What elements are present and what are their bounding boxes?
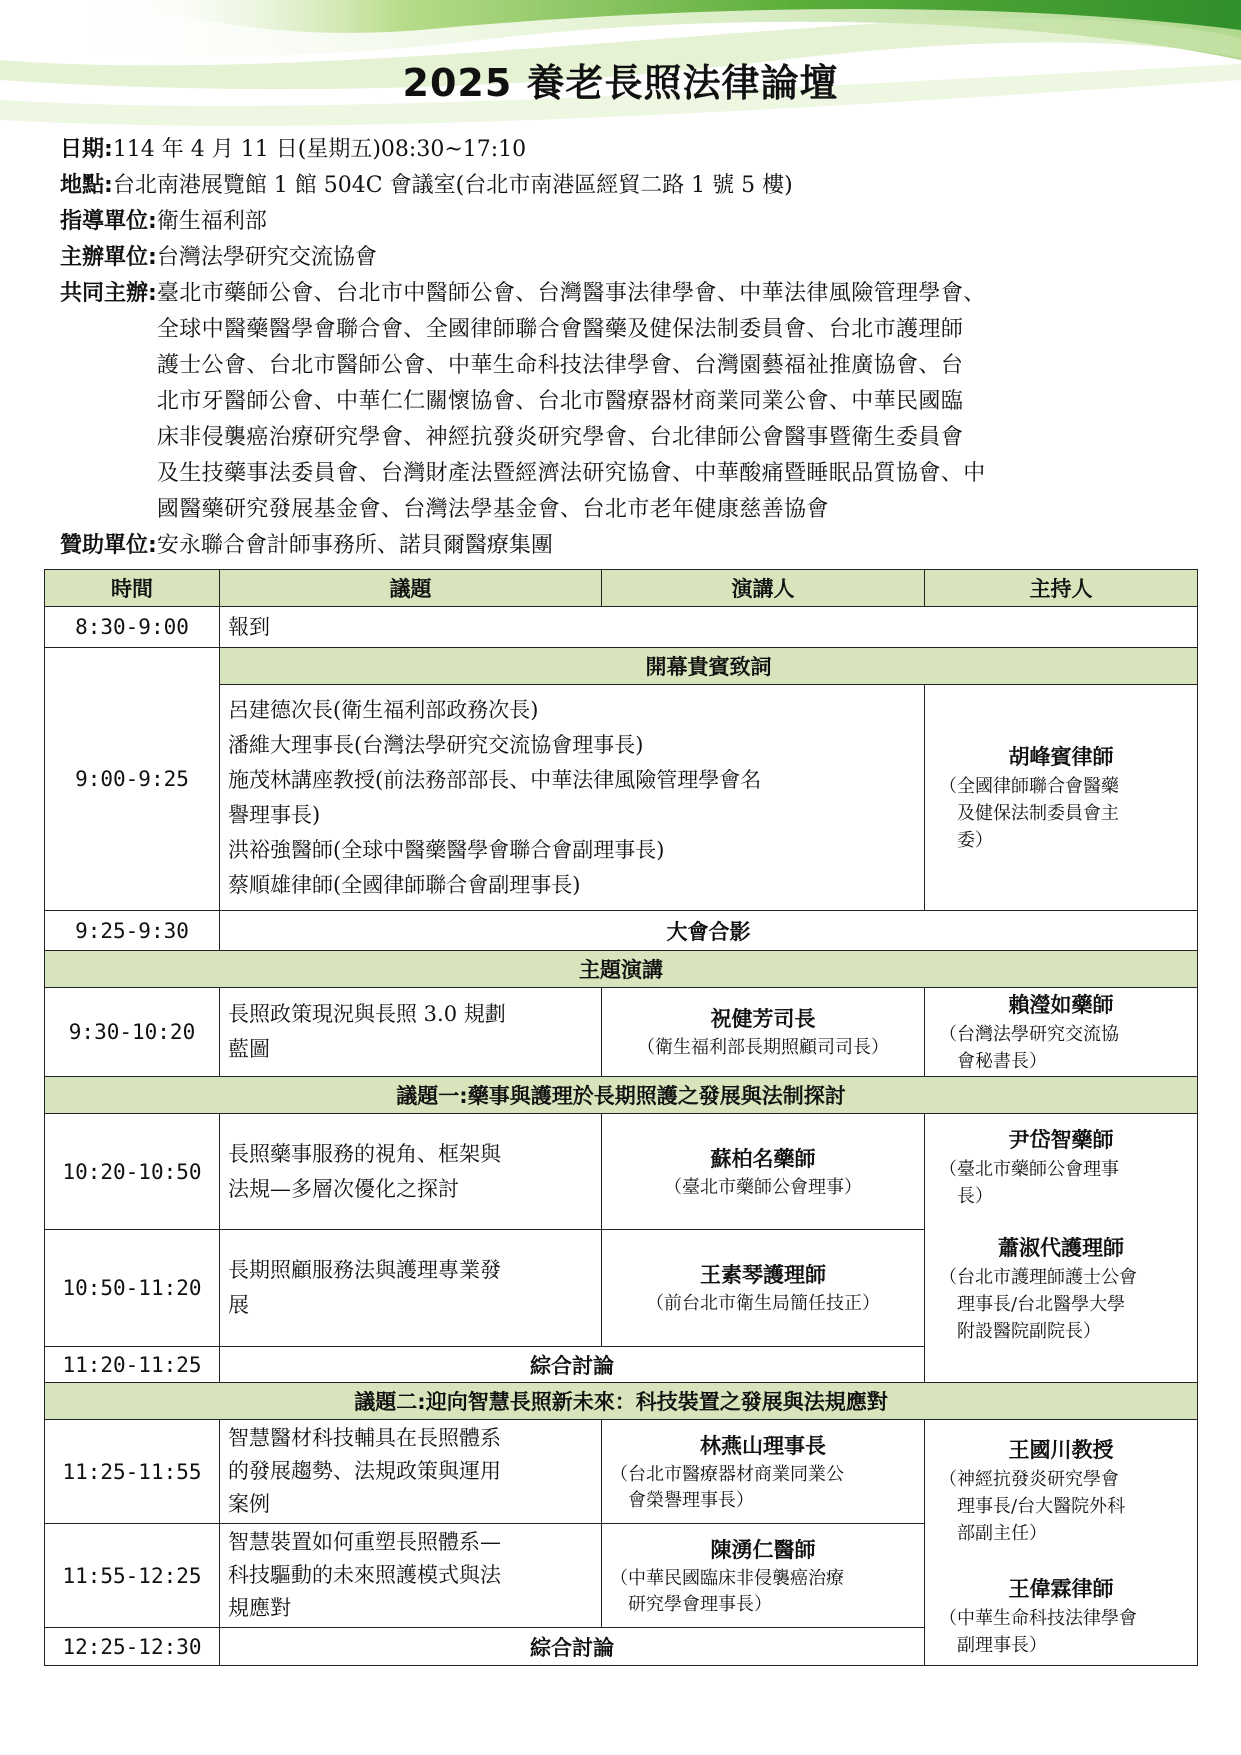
speaker-affiliation: 研究學會理事長）	[628, 1593, 772, 1615]
host-cell	[925, 685, 1198, 911]
co-host-text: 國醫藥研究發展基金會、台灣法學基金會、台北市老年健康慈善協會	[156, 497, 829, 522]
topic-text: 長照藥事服務的視角、框架與	[228, 1141, 501, 1166]
host-affiliation: 會秘書長）	[957, 1051, 1047, 1072]
sponsor-line	[60, 528, 1190, 564]
section-row	[45, 951, 1198, 988]
host-name: 胡峰賓律師	[1008, 745, 1114, 769]
guide-label: 指導單位:	[60, 209, 157, 234]
co-host-label: 共同主辦:	[60, 281, 157, 306]
time-cell: 9:30-10:20	[45, 988, 220, 1077]
co-host-text: 全球中醫藥醫學會聯合會、全國律師聯合會醫藥及健保法制委員會、台北市護理師	[156, 317, 964, 342]
opening-speaker: 施茂林講座教授(前法務部部長、中華法律風險管理學會名	[228, 767, 762, 792]
section-title: 開幕貴賓致詞	[220, 648, 1198, 685]
header-topic: 議題	[220, 570, 602, 607]
topic-cell: 報到	[220, 607, 1198, 648]
speaker-name: 蘇柏名藥師	[710, 1146, 816, 1171]
co-host-text: 護士公會、台北市醫師公會、中華生命科技法律學會、台灣園藝福祉推廣協會、台	[156, 353, 964, 378]
topic-cell: 綜合討論	[220, 1628, 925, 1666]
speaker-name: 祝健芳司長	[710, 1007, 816, 1031]
host-affiliation: 部副主任）	[957, 1523, 1047, 1544]
topic-cell: 大會合影	[220, 911, 1198, 951]
venue-line	[60, 168, 1190, 204]
speaker-name: 王素琴護理師	[700, 1263, 826, 1287]
speaker-name: 林燕山理事長	[700, 1433, 826, 1458]
time-cell: 8:30-9:00	[45, 607, 220, 648]
topic-text: 的發展趨勢、法規政策與運用	[228, 1459, 501, 1483]
co-host-text: 北市牙醫師公會、中華仁仁關懷協會、台北市醫療器材商業同業公會、中華民國臨	[156, 389, 964, 414]
section-title: 議題一:藥事與護理於長期照護之發展與法制探討	[45, 1077, 1198, 1114]
speaker-affiliation: （台北市醫療器材商業同業公	[610, 1463, 844, 1485]
sponsor-label: 贊助單位:	[60, 533, 157, 558]
topic-text: 規應對	[228, 1596, 291, 1620]
opening-speaker: 潘維大理事長(台灣法學研究交流協會理事長)	[228, 732, 644, 757]
host-affiliation: 副理事長）	[957, 1635, 1047, 1656]
host-name: 尹岱智藥師	[1008, 1128, 1114, 1152]
host-affiliation: 理事長/台北醫學大學	[957, 1294, 1126, 1315]
guide-line	[60, 204, 1190, 240]
topic-text: 展	[228, 1293, 249, 1317]
host-name: 賴瀅如藥師	[1008, 993, 1114, 1017]
opening-speaker: 呂建德次長(衛生福利部政務次長)	[228, 697, 539, 722]
time-cell: 11:55-12:25	[45, 1524, 220, 1628]
co-host-text: 床非侵襲癌治療研究學會、神經抗發炎研究學會、台北律師公會醫事暨衛生委員會	[156, 425, 964, 450]
topic-cell: 綜合討論	[220, 1347, 925, 1383]
host-name: 蕭淑代護理師	[998, 1236, 1124, 1260]
host-affiliation: 委）	[957, 830, 993, 851]
speaker-name: 陳湧仁醫師	[710, 1537, 816, 1562]
topic-text: 長期照顧服務法與護理專業發	[228, 1258, 501, 1282]
section-title: 議題二:迎向智慧長照新未來：科技裝置之發展與法規應對	[45, 1383, 1198, 1420]
host-affiliation: 及健保法制委員會主	[957, 803, 1119, 824]
topic-text: 智慧裝置如何重塑長照體系—	[228, 1530, 501, 1554]
topic-text: 法規—多層次優化之探討	[228, 1176, 459, 1201]
host-cell	[925, 988, 1198, 1077]
host-affiliation: （臺北市藥師公會理事	[939, 1159, 1119, 1180]
co-host-line	[60, 276, 1190, 528]
speaker-cell	[602, 1114, 925, 1230]
speaker-affiliation: （衛生福利部長期照顧司司長）	[637, 1037, 889, 1058]
header-host: 主持人	[925, 570, 1198, 607]
sponsor-value: 安永聯合會計師事務所、諾貝爾醫療集團	[156, 533, 553, 558]
table-row	[45, 1420, 1198, 1524]
opening-speaker: 洪裕強醫師(全球中醫藥醫學會聯合會副理事長)	[228, 837, 665, 862]
venue-label: 地點:	[60, 173, 113, 198]
topic-text: 智慧醫材科技輔具在長照體系	[228, 1426, 501, 1450]
table-row	[45, 607, 1198, 648]
host-affiliation: 理事長/台大醫院外科	[957, 1496, 1126, 1517]
host-name: 王國川教授	[1008, 1438, 1114, 1462]
opening-speaker: 譽理事長)	[228, 802, 321, 827]
topic-text: 長照政策現況與長照 3.0 規劃	[228, 1002, 506, 1026]
host-line	[60, 240, 1190, 276]
time-cell: 9:25-9:30	[45, 911, 220, 951]
opening-speaker: 蔡順雄律師(全國律師聯合會副理事長)	[228, 872, 581, 897]
speaker-affiliation: 會榮譽理事長）	[628, 1489, 754, 1511]
speaker-affiliation: （前台北市衛生局簡任技正）	[646, 1293, 880, 1314]
table-header-row	[45, 570, 1198, 607]
speaker-cell	[602, 1230, 925, 1347]
topic-cell	[220, 1114, 602, 1230]
event-info	[60, 132, 1190, 564]
co-host-text: 及生技藥事法委員會、台灣財產法暨經濟法研究協會、中華酸痛暨睡眠品質協會、中	[156, 461, 986, 486]
agenda-table	[44, 569, 1198, 1666]
time-cell: 12:25-12:30	[45, 1628, 220, 1666]
section-row	[45, 1383, 1198, 1420]
topic-cell	[220, 1524, 602, 1628]
host-affiliation: （台灣法學研究交流協	[939, 1024, 1119, 1045]
topic-cell	[220, 1420, 602, 1524]
opening-speakers	[220, 685, 925, 911]
topic-cell	[220, 988, 602, 1077]
speaker-cell	[602, 1524, 925, 1628]
host-value: 台灣法學研究交流協會	[156, 245, 377, 270]
host-affiliation: （全國律師聯合會醫藥	[939, 776, 1119, 797]
host-cell	[925, 1114, 1198, 1383]
spacer	[933, 1547, 1189, 1573]
host-name: 王偉霖律師	[1008, 1577, 1114, 1601]
host-cell	[925, 1420, 1198, 1666]
speaker-affiliation: （中華民國臨床非侵襲癌治療	[610, 1567, 844, 1589]
topic-cell	[220, 1230, 602, 1347]
host-label: 主辦單位:	[60, 245, 157, 270]
table-row	[45, 1114, 1198, 1230]
table-row	[45, 988, 1198, 1077]
time-cell: 10:50-11:20	[45, 1230, 220, 1347]
header-time: 時間	[45, 570, 220, 607]
time-cell: 10:20-10:50	[45, 1114, 220, 1230]
header-speaker: 演講人	[602, 570, 925, 607]
guide-value: 衛生福利部	[156, 209, 267, 234]
spacer	[933, 1210, 1189, 1232]
venue-value: 台北南港展覽館 1 館 504C 會議室(台北市南港區經貿二路 1 號 5 樓)	[112, 173, 793, 198]
speaker-affiliation: （臺北市藥師公會理事）	[664, 1176, 862, 1198]
topic-text: 科技驅動的未來照護模式與法	[228, 1563, 501, 1587]
host-affiliation: 附設醫院副院長）	[957, 1321, 1101, 1342]
date-value: 114 年 4 月 11 日(星期五)08:30~17:10	[112, 137, 527, 162]
time-cell: 9:00-9:25	[45, 648, 220, 911]
co-host-list	[157, 276, 986, 528]
table-row	[45, 911, 1198, 951]
host-affiliation: （神經抗發炎研究學會	[939, 1469, 1119, 1490]
speaker-cell	[602, 988, 925, 1077]
topic-text: 藍圖	[228, 1037, 270, 1061]
host-affiliation: （台北市護理師護士公會	[939, 1267, 1137, 1288]
section-row	[45, 648, 1198, 685]
host-affiliation: （中華生命科技法律學會	[939, 1608, 1137, 1629]
page-title: 2025 養老長照法律論壇	[402, 61, 839, 105]
host-affiliation: 長）	[957, 1186, 993, 1207]
time-cell: 11:25-11:55	[45, 1420, 220, 1524]
date-line	[60, 132, 1190, 168]
co-host-text: 臺北市藥師公會、台北市中醫師公會、台灣醫事法律學會、中華法律風險管理學會、	[156, 281, 986, 306]
section-title: 主題演講	[45, 951, 1198, 988]
topic-text: 案例	[228, 1492, 270, 1516]
section-row	[45, 1077, 1198, 1114]
speaker-cell	[602, 1420, 925, 1524]
time-cell: 11:20-11:25	[45, 1347, 220, 1383]
date-label: 日期:	[60, 137, 113, 162]
